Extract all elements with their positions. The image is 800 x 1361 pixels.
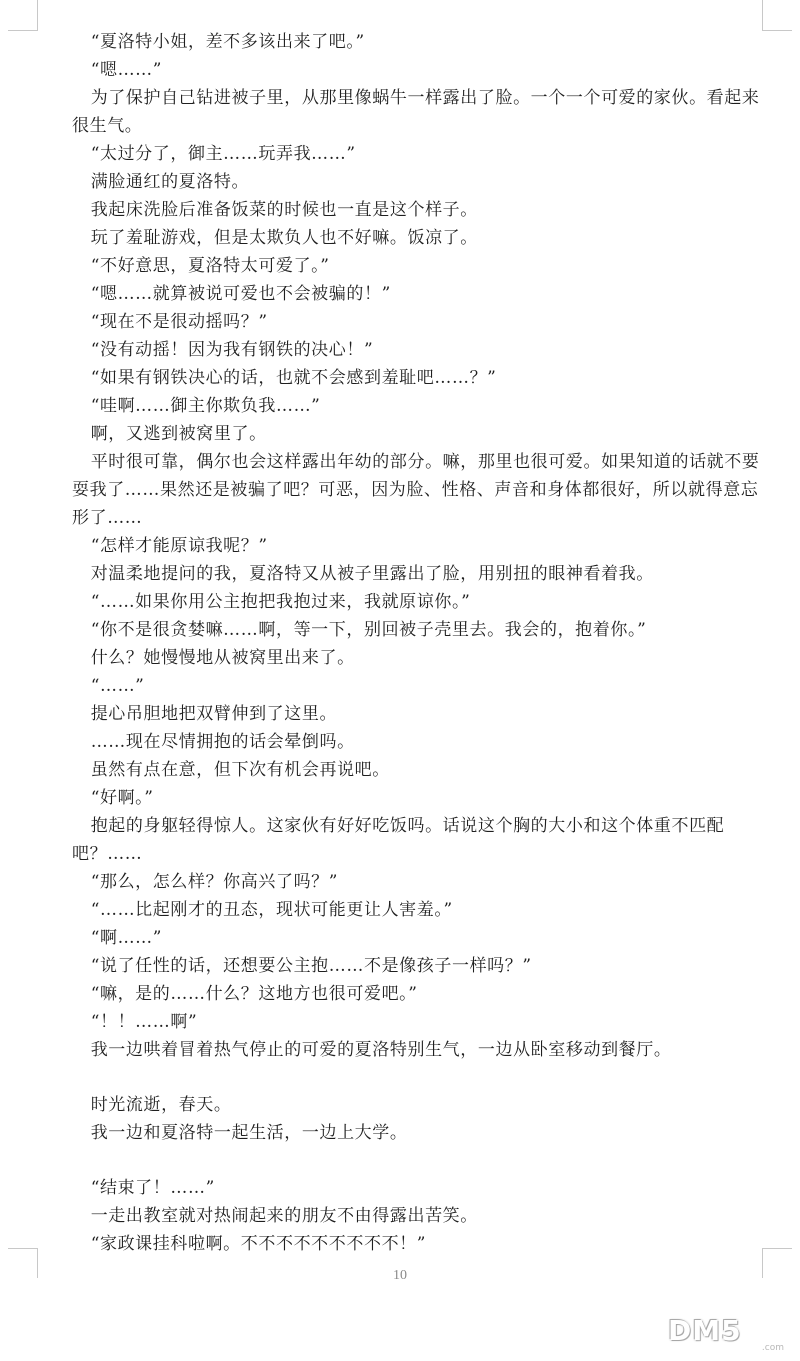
paragraph: “太过分了，御主……玩弄我……” bbox=[90, 144, 356, 164]
paragraph: “……如果你用公主抱把我抱过来，我就原谅你。” bbox=[90, 592, 471, 612]
paragraph: 平时很可靠，偶尔也会这样露出年幼的部分。嘛，那里也很可爱。如果知道的话就不要耍我了……果然还是被骗了吧？可恶，因为脸、性格、声音和身体都很好，所以就得意忘形了…… bbox=[72, 452, 760, 528]
paragraph: “嘛，是的……什么？这地方也很可爱吧。” bbox=[90, 984, 418, 1004]
paragraph: 我一边和夏洛特一起生活，一边上大学。 bbox=[90, 1123, 408, 1143]
paragraph: “你不是很贪婪嘛……啊，等一下，别回被子壳里去。我会的，抱着你。” bbox=[90, 620, 647, 640]
page-number: 10 bbox=[393, 1268, 407, 1283]
paragraph: 啊，又逃到被窝里了。 bbox=[90, 424, 267, 444]
paragraph: 满脸通红的夏洛特。 bbox=[90, 172, 250, 192]
paragraph: 我一边哄着冒着热气停止的可爱的夏洛特别生气，一边从卧室移动到餐厅。 bbox=[90, 1040, 672, 1060]
crop-mark-top-right-horizontal bbox=[762, 30, 792, 31]
paragraph: 一走出教室就对热闹起来的朋友不由得露出苦笑。 bbox=[90, 1206, 478, 1226]
paragraph: 玩了羞耻游戏，但是太欺负人也不好嘛。饭凉了。 bbox=[90, 228, 478, 248]
paragraph: “哇啊……御主你欺负我……” bbox=[90, 396, 321, 416]
paragraph: “嗯……” bbox=[90, 60, 163, 80]
paragraph: “结束了！……” bbox=[90, 1178, 215, 1198]
paragraph: “说了任性的话，还想要公主抱……不是像孩子一样吗？” bbox=[90, 956, 532, 976]
watermark-logo: DM5 bbox=[668, 1314, 742, 1347]
crop-mark-top-left-horizontal bbox=[8, 30, 38, 31]
paragraph: 什么？她慢慢地从被窝里出来了。 bbox=[90, 648, 355, 668]
paragraph: “不好意思，夏洛特太可爱了。” bbox=[90, 256, 330, 276]
crop-mark-bottom-left-horizontal bbox=[8, 1248, 38, 1249]
paragraph: “怎样才能原谅我呢？” bbox=[90, 536, 268, 556]
paragraph: “如果有钢铁决心的话，也就不会感到羞耻吧……？” bbox=[90, 368, 497, 388]
paragraph: “没有动摇！因为我有钢铁的决心！” bbox=[90, 340, 374, 360]
watermark-sub: .com bbox=[761, 1343, 784, 1353]
paragraph: 为了保护自己钻进被子里，从那里像蜗牛一样露出了脸。一个一个可爱的家伙。看起来很生气。 bbox=[72, 88, 760, 136]
paragraph: “……” bbox=[90, 676, 145, 696]
blank-line bbox=[72, 1147, 762, 1174]
paragraph: 抱起的身躯轻得惊人。这家伙有好好吃饭吗。话说这个胸的大小和这个体重不匹配吧？…… bbox=[72, 816, 725, 864]
crop-mark-bottom-right-horizontal bbox=[762, 1248, 792, 1249]
paragraph: 提心吊胆地把双臂伸到了这里。 bbox=[90, 704, 338, 724]
paragraph: “啊……” bbox=[90, 928, 163, 948]
site-watermark bbox=[668, 1314, 788, 1353]
paragraph: “家政课挂科啦啊。不不不不不不不不不！” bbox=[90, 1234, 427, 1254]
paragraph: ……现在尽情拥抱的话会晕倒吗。 bbox=[90, 732, 355, 752]
paragraph: “那么，怎么样？你高兴了吗？” bbox=[90, 872, 339, 892]
page-body bbox=[72, 28, 762, 1258]
paragraph: “现在不是很动摇吗？” bbox=[90, 312, 268, 332]
paragraph: “！！……啊” bbox=[90, 1012, 198, 1032]
paragraph: “好啊。” bbox=[90, 788, 154, 808]
paragraph: “嗯……就算被说可爱也不会被骗的！” bbox=[90, 284, 391, 304]
crop-mark-top-right-vertical bbox=[762, 0, 763, 30]
paragraph: 我起床洗脸后准备饭菜的时候也一直是这个样子。 bbox=[90, 200, 478, 220]
paragraph: 虽然有点在意，但下次有机会再说吧。 bbox=[90, 760, 390, 780]
paragraph: “……比起刚才的丑态，现状可能更让人害羞。” bbox=[90, 900, 453, 920]
paragraph: 时光流逝，春天。 bbox=[90, 1095, 232, 1115]
paragraph: 对温柔地提问的我，夏洛特又从被子里露出了脸，用别扭的眼神看着我。 bbox=[90, 564, 654, 584]
paragraph: “夏洛特小姐，差不多该出来了吧。” bbox=[90, 32, 365, 52]
crop-mark-top-left-vertical bbox=[37, 0, 38, 30]
blank-line bbox=[72, 1064, 762, 1091]
